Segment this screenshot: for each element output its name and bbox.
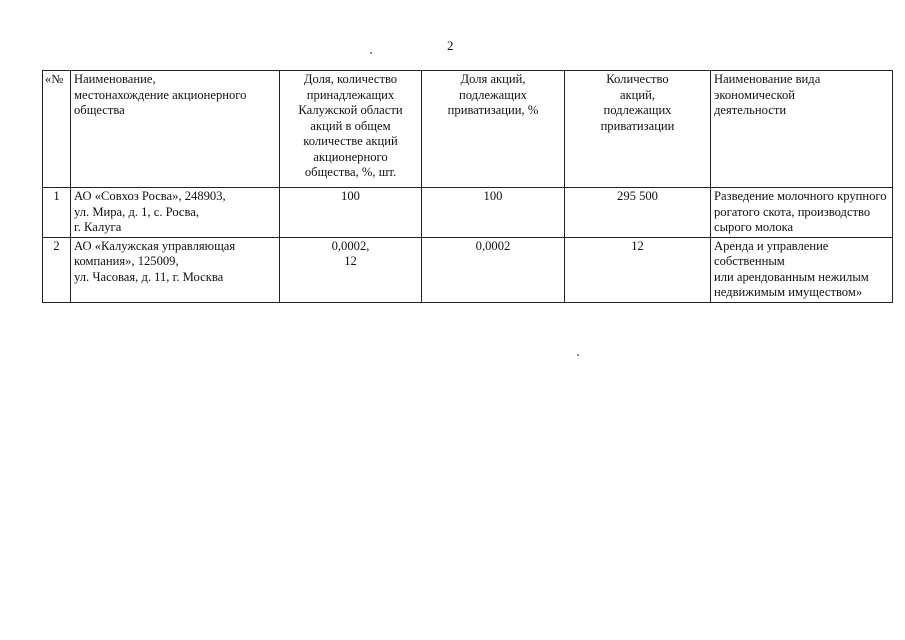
privatization-share-value: 0,0002 <box>422 237 565 302</box>
page-number: 2 <box>447 38 454 53</box>
header-number: «№ <box>43 71 71 188</box>
scan-speck <box>370 52 372 54</box>
privatization-table <box>42 70 893 303</box>
table-row <box>43 237 893 302</box>
header-privatization-share: Доля акций, подлежащих приватизации, % <box>422 71 565 188</box>
region-share-value: 0,0002, 12 <box>280 237 422 302</box>
table-row <box>43 188 893 238</box>
row-number: 2 <box>43 237 71 302</box>
company-name-address: АО «Калужская управляющая компания», 125009, ул. Часовая, д. 11, г. Москва <box>71 237 280 302</box>
privatization-share-value: 100 <box>422 188 565 238</box>
company-name-address: АО «Совхоз Росва», 248903, ул. Мира, д. 1, с. Росва, г. Калуга <box>71 188 280 238</box>
activity-value: Разведение молочного крупного рогатого скота, производство сырого молока <box>711 188 893 238</box>
table-header-row <box>43 71 893 188</box>
header-company-name: Наименование, местонахождение акционерного общества <box>71 71 280 188</box>
shares-count-value: 295 500 <box>565 188 711 238</box>
region-share-value: 100 <box>280 188 422 238</box>
row-number: 1 <box>43 188 71 238</box>
activity-value: Аренда и управление собственным или арендованным нежилым недвижимым имуществом» <box>711 237 893 302</box>
scan-speck <box>577 354 579 356</box>
header-region-share: Доля, количество принадлежащих Калужской области акций в общем количестве акций акционерного общества, %, шт. <box>280 71 422 188</box>
header-shares-count: Количество акций, подлежащих приватизации <box>565 71 711 188</box>
shares-count-value: 12 <box>565 237 711 302</box>
header-activity: Наименование вида экономической деятельности <box>711 71 893 188</box>
